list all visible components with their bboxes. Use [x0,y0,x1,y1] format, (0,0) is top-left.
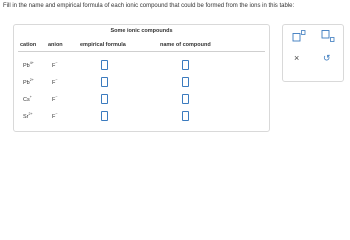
superscript-tool-icon[interactable] [292,30,306,42]
empirical-formula-input[interactable] [101,94,108,104]
reset-button[interactable]: ↺ [323,53,331,63]
cation-cell [23,112,33,120]
ionic-compounds-table [13,24,270,132]
anion-symbol: F [52,113,56,120]
cation-cell [23,95,32,103]
cation-charge: 2+ [28,112,33,116]
anion-cell [52,78,57,86]
empirical-formula-input[interactable] [101,111,108,121]
compound-name-input[interactable] [182,94,189,104]
anion-cell [52,112,57,120]
cation-charge: 2+ [29,78,34,82]
header-name-of-compound: name of compound [160,42,211,48]
instructions-text: Fill in the name and empirical formula of each ionic compound that could be formed from the ions in this table: [3,3,295,9]
cation-charge: + [29,95,32,99]
anion-cell [52,61,57,69]
compound-name-input[interactable] [182,60,189,70]
header-cation: cation [20,42,37,48]
anion-symbol: F [52,96,56,103]
anion-charge: − [55,78,58,82]
header-divider [18,51,265,52]
anion-charge: − [55,95,58,99]
table-caption: Some ionic compounds [110,28,173,34]
cation-symbol: Sr [23,113,29,120]
empirical-formula-input[interactable] [101,77,108,87]
empirical-formula-input[interactable] [101,60,108,70]
compound-name-input[interactable] [182,111,189,121]
cation-cell [23,61,34,69]
answer-tools-panel [282,24,344,82]
cation-symbol: Pb [23,62,30,69]
cation-symbol: Cs [23,96,30,103]
cation-charge: 4+ [29,61,34,65]
anion-charge: − [55,112,58,116]
header-empirical-formula: empirical formula [80,42,126,48]
clear-button[interactable]: × [294,53,300,63]
compound-name-input[interactable] [182,77,189,87]
anion-charge: − [55,61,58,65]
anion-cell [52,95,57,103]
anion-symbol: F [52,79,56,86]
cation-cell [23,78,34,86]
subscript-tool-icon[interactable] [321,30,335,42]
anion-symbol: F [52,62,56,69]
header-anion: anion [48,42,63,48]
cation-symbol: Pb [23,79,30,86]
